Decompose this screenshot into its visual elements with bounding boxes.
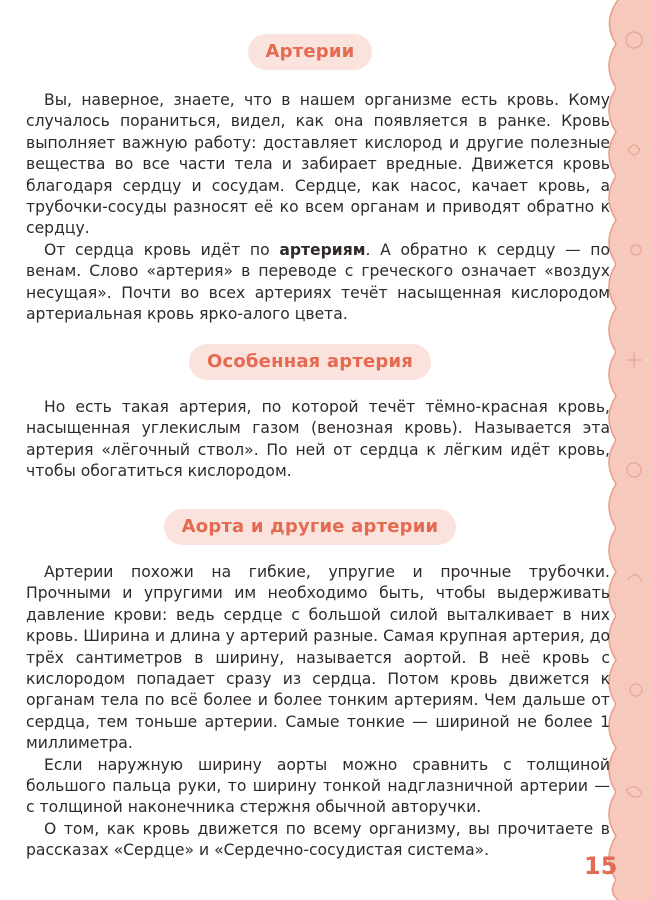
section-title: Артерии: [248, 34, 373, 70]
paragraph: [26, 240, 610, 326]
bold-term: артериям: [279, 240, 366, 259]
paragraph: Артерии похожи на гибкие, упругие и прочные трубочки. Прочными и упругими им необходимо быть, чтобы выдерживать давление крови: ведь сердце с большой силой выталкивает в них кровь. Ширина и длина у артерий разные. Самая крупная артерия, до трёх сантиметров в ширину, называется аортой. В неё кровь с кислородом попадает сразу из сердца. Потом кровь движется к органам тела по всё более и более тонким артериям. Чем дальше от сердца, тем тоньше артерии. Самые тонкие — шириной не более 1 миллиметра.: [26, 563, 610, 753]
edge-fill: [609, 0, 651, 900]
section-heading-special-artery: [0, 344, 620, 380]
section-body-special-artery: [26, 397, 610, 483]
paragraph: Если наружную ширину аорты можно сравнить с толщиной большого пальца руки, то ширину тонкой надглазничной артерии — с толщиной наконечника стержня обычной авторучки.: [26, 755, 610, 817]
section-heading-arteries: [0, 34, 620, 70]
text-run: От сердца кровь идёт по: [44, 240, 280, 259]
section-title: Особенная артерия: [189, 344, 431, 380]
section-body-arteries: [26, 90, 610, 325]
paragraph: Вы, наверное, знаете, что в нашем организме есть кровь. Кому случалось пораниться, видел, как она появляется в ранке. Кровь выполняет важную работу: доставляет кислород и другие полезные вещества во все части тела и забирает вредные. Движется кровь благодаря сердцу и сосудам. Сердце, как насос, качает кровь, а трубочки-сосуды разносят её ко всем органам и приводят обратно к сердцу.: [26, 91, 610, 238]
paragraph: Но есть такая артерия, по которой течёт тёмно-красная кровь, насыщенная углекислым газом (венозная кровь). Называется эта артерия «лёгочный ствол». По ней от сердца к лёгким идёт кровь, чтобы обогатиться кислородом.: [26, 398, 610, 481]
text-run: . А обратно к сердцу — по венам. Слово «артерия» в переводе с греческого означает «воздух несущая». Почти во всех артериях течёт насыщенная кислородом артериальная кровь ярко-алого цвета.: [26, 240, 610, 324]
section-title: Аорта и другие артерии: [164, 509, 457, 545]
paragraph: О том, как кровь движется по всему организму, вы прочитаете в рассказах «Сердце» и «Сердечно-сосудистая система».: [26, 819, 610, 860]
section-heading-aorta: [0, 509, 620, 545]
page-number: 15: [584, 852, 618, 880]
section-body-aorta: [26, 562, 610, 862]
